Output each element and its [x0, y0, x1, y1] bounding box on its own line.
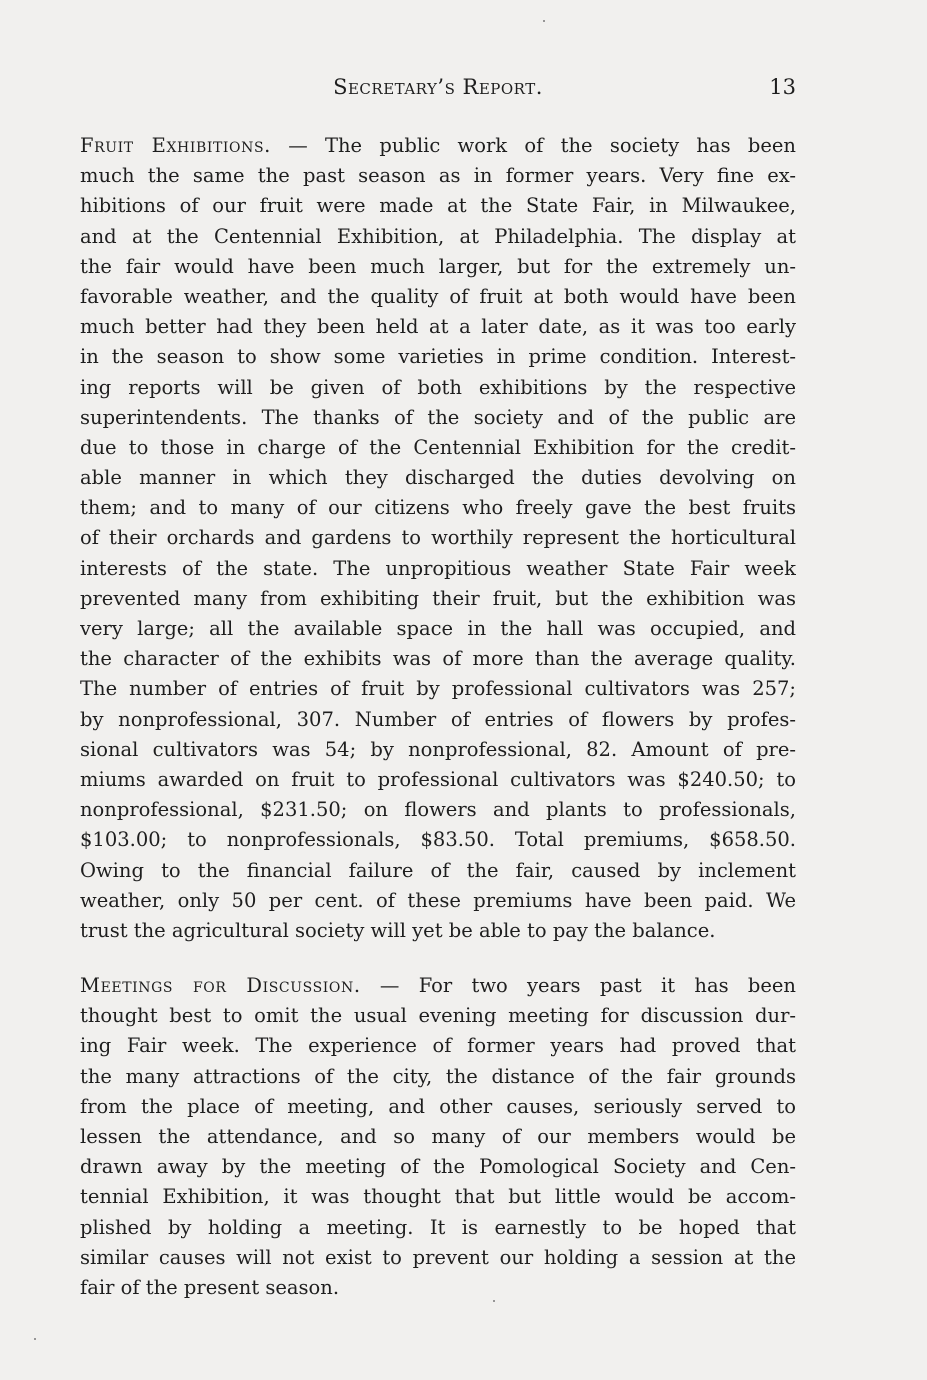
paragraph-line: $103.00; to nonprofessionals, $83.50. Total premiums, $658.50. — [80, 828, 796, 852]
paper-speck — [34, 1338, 36, 1340]
paragraph-line: of their orchards and gardens to worthily represent the horticultural — [80, 526, 796, 550]
paragraph-line: prevented many from exhibiting their fruit, but the exhibition was — [80, 586, 796, 610]
paragraph-line: them; and to many of our citizens who freely gave the best fruits — [80, 496, 796, 520]
paragraph-line: trust the agricultural society will yet be able to pay the balance. — [80, 918, 716, 942]
paragraph-line: able manner in which they discharged the duties devolving on — [80, 466, 796, 490]
paragraph-line: miums awarded on fruit to professional cultivators was $240.50; to — [80, 767, 796, 791]
paragraph-line: nonprofessional, $231.50; on flowers and plants to professionals, — [80, 798, 796, 822]
paragraph-fruit-exhibitions — [80, 131, 796, 946]
paragraph-line: from the place of meeting, and other causes, seriously served to — [80, 1094, 796, 1118]
paragraph-line: very large; all the available space in the hall was occupied, and — [80, 617, 796, 640]
paragraph-line: thought best to omit the usual evening meeting for discussion dur- — [80, 1004, 796, 1028]
paragraph-line: ing reports will be given of both exhibitions by the respective — [80, 375, 796, 399]
paragraph-line: much better had they been held at a later date, as it was too early — [80, 315, 796, 339]
paragraph-line: by nonprofessional, 307. Number of entries of flowers by profes- — [80, 707, 796, 731]
section-heading: Fruit Exhibitions. — [80, 134, 271, 157]
paragraph-line: weather, only 50 per cent. of these premiums have been paid. We — [80, 888, 796, 912]
paragraph-line: Meetings for Discussion. — For two years past it has been — [80, 974, 796, 997]
paragraph-line: drawn away by the meeting of the Pomological Society and Cen- — [80, 1155, 796, 1179]
paragraph-line: much the same the past season as in former years. Very fine ex- — [80, 164, 796, 188]
paper-speck — [543, 20, 545, 22]
paragraph-line: favorable weather, and the quality of fruit at both would have been — [80, 284, 796, 308]
paragraph-line: and at the Centennial Exhibition, at Philadelphia. The display at — [80, 224, 796, 248]
running-head — [80, 72, 796, 102]
paper-speck — [493, 1300, 495, 1302]
paragraph-line: the many attractions of the city, the distance of the fair grounds — [80, 1064, 796, 1088]
paragraph-line: lessen the attendance, and so many of our members would be — [80, 1124, 796, 1148]
paragraph-line: similar causes will not exist to prevent our holding a session at the — [80, 1245, 796, 1269]
paragraph-line: the fair would have been much larger, but for the extremely un- — [80, 254, 796, 278]
paragraph-meetings-for-discussion — [80, 971, 796, 1303]
paragraph-line: ing Fair week. The experience of former years had proved that — [80, 1034, 796, 1058]
paragraph-line: the character of the exhibits was of more than the average quality. — [80, 647, 796, 671]
paragraph-line: Fruit Exhibitions. — The public work of the society has been — [80, 134, 796, 157]
section-heading: Meetings for Discussion. — [80, 974, 361, 997]
paragraph-line: due to those in charge of the Centennial Exhibition for the credit- — [80, 435, 796, 459]
paragraph-line: fair of the present season. — [80, 1275, 340, 1299]
paragraph-line: interests of the state. The unpropitious weather State Fair week — [80, 556, 796, 580]
paragraph-line: hibitions of our fruit were made at the State Fair, in Milwaukee, — [80, 194, 796, 218]
paragraph-line: superintendents. The thanks of the society and of the public are — [80, 405, 796, 429]
paragraph-line: in the season to show some varieties in prime condition. Interest- — [80, 345, 796, 369]
paragraph-line: sional cultivators was 54; by nonprofessional, 82. Amount of pre- — [80, 737, 796, 761]
paragraph-line: Owing to the financial failure of the fair, caused by inclement — [80, 858, 796, 882]
page-number: 13 — [769, 75, 796, 99]
paragraph-line: The number of entries of fruit by professional cultivators was 257; — [80, 677, 796, 701]
paragraph-line: plished by holding a meeting. It is earnestly to be hoped that — [80, 1215, 796, 1239]
paragraph-line: tennial Exhibition, it was thought that but little would be accom- — [80, 1185, 796, 1209]
running-title: Secretary’s Report. — [333, 75, 543, 99]
